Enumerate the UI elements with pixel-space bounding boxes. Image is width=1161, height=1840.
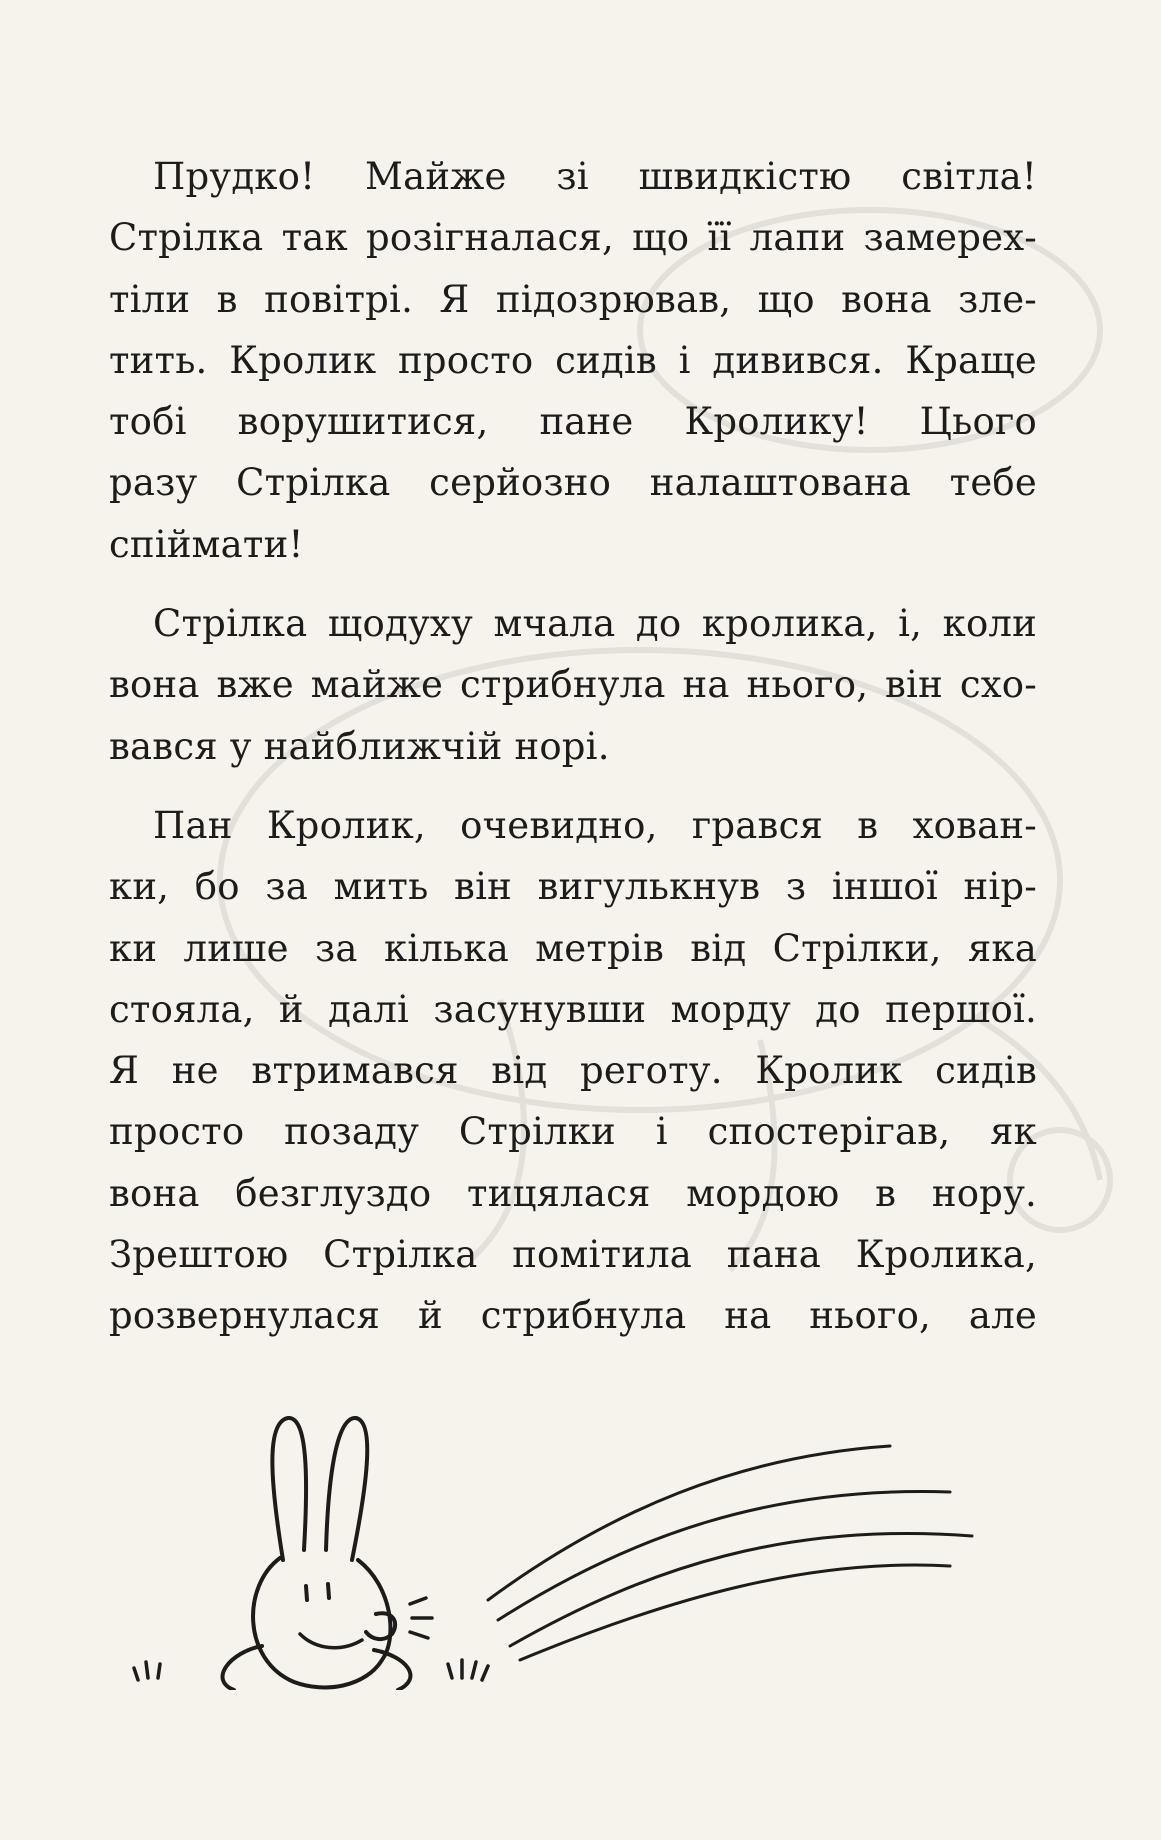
text-line: ки лише за кілька метрів від Стрілки, яка xyxy=(109,926,1037,970)
text-line: вона безглуздо тицялася мордою в нору. xyxy=(109,1171,1037,1215)
grass-tuft-right xyxy=(448,1660,488,1680)
text-line: Я не втримався від реготу. Кролик сидів xyxy=(109,1049,1037,1093)
rabbit-illustration xyxy=(130,1360,1060,1690)
text-line: Прудко! Майже зі швидкістю світла! xyxy=(153,155,1037,198)
text-line: стояла, й далі засунувши морду до першої. xyxy=(109,987,1037,1031)
text-line: спіймати! xyxy=(109,522,304,566)
body-text xyxy=(109,146,1037,1347)
text-line: розвернулася й стрибнула на нього, але xyxy=(109,1294,1037,1338)
text-line: тіли в повітрі. Я підозрював, що вона зле- xyxy=(109,277,1037,321)
text-line: Пан Кролик, очевидно, грався в хован- xyxy=(153,803,1037,847)
text-line: разу Стрілка серйозно налаштована тебе xyxy=(109,461,1037,505)
speed-line xyxy=(520,1565,950,1660)
speed-line xyxy=(488,1446,890,1600)
rabbit-whiskers xyxy=(410,1598,432,1638)
paragraph-gap xyxy=(109,575,1037,593)
text-line: вався у найближчій норі. xyxy=(109,724,610,768)
text-line: Зрештою Стрілка помітила пана Кролика, xyxy=(109,1233,1037,1277)
text-line: тобі ворушитися, пане Кролику! Цього xyxy=(109,400,1037,444)
text-line: ки, бо за мить він вигулькнув з іншої нір- xyxy=(109,865,1037,909)
rabbit-right-ear xyxy=(326,1418,367,1560)
rabbit-smile xyxy=(300,1634,362,1648)
text-line: Стрілка так розігналася, що її лапи замерех- xyxy=(109,216,1037,260)
rabbit-body xyxy=(223,1646,411,1690)
grass-tuft-left xyxy=(134,1662,160,1680)
rabbit-eyes xyxy=(306,1584,329,1600)
rabbit-head xyxy=(253,1558,390,1687)
text-line: вона вже майже стрибнула на нього, він схо- xyxy=(109,663,1037,707)
text-line: тить. Кролик просто сидів і дивився. Краще xyxy=(109,338,1037,382)
text-line: Стрілка щодуху мчала до кролика, і, коли xyxy=(153,602,1037,646)
rabbit-left-ear xyxy=(272,1418,306,1560)
paragraph-gap xyxy=(109,777,1037,795)
speed-line xyxy=(510,1533,972,1646)
text-line: просто позаду Стрілки і спостерігав, як xyxy=(109,1110,1037,1154)
